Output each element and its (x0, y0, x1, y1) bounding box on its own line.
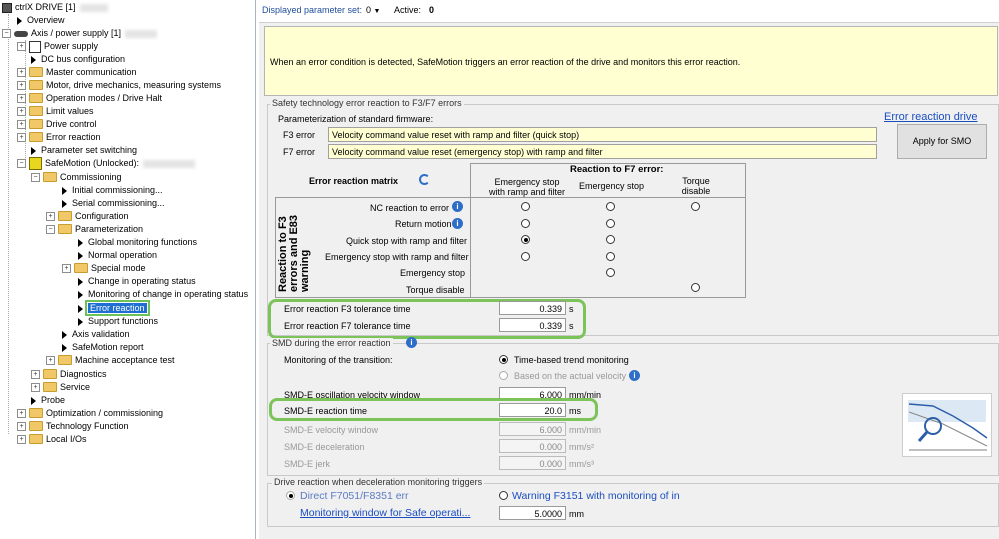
arrow-icon (62, 187, 67, 195)
tree-item-technology-function[interactable]: + Technology Function (17, 420, 129, 433)
info-icon[interactable]: i (452, 201, 463, 212)
tree-item-dc-bus[interactable]: DC bus configuration (31, 53, 125, 66)
col-emergency-stop: Emergency stop (579, 181, 645, 191)
reaction-time-field[interactable]: 20.0 (499, 403, 566, 417)
row-emergency-stop-ramp: Emergency stop with ramp and filter (325, 252, 469, 262)
arrow-icon (17, 17, 22, 25)
info-icon[interactable]: i (629, 370, 640, 381)
arrow-icon (31, 147, 36, 155)
tree-item-operation-modes[interactable]: + Operation modes / Drive Halt (17, 92, 162, 105)
side-label-box (276, 198, 316, 295)
folder-icon (58, 355, 72, 365)
collapse-icon[interactable]: − (31, 173, 40, 182)
tree-item-power-supply[interactable]: + Power supply (17, 40, 98, 53)
osc-window-unit: mm/min (569, 390, 601, 400)
main-panel (259, 0, 999, 539)
reaction-f7-header: Reaction to F7 error: (570, 164, 664, 175)
monitoring-window-unit: mm (569, 509, 584, 519)
arrow-icon (31, 56, 36, 64)
arrow-icon (62, 200, 67, 208)
tree-item-support-functions[interactable]: Support functions (78, 315, 158, 328)
arrow-icon (78, 305, 83, 313)
redacted-text (143, 160, 195, 168)
info-banner (264, 26, 998, 96)
param-standard-firmware-label: Parameterization of standard firmware: (278, 114, 434, 124)
active-label: Active: (394, 5, 422, 15)
group-drive-reaction-title: Drive reaction when deceleration monitoring triggers (274, 477, 483, 487)
arrow-icon (78, 291, 83, 299)
matrix-radio[interactable] (521, 219, 530, 228)
folder-icon (29, 67, 43, 77)
drive-icon (2, 3, 12, 13)
folder-icon (58, 224, 72, 234)
jerk-field: 0.000 (499, 456, 566, 470)
reaction-time-label: SMD-E reaction time (284, 406, 368, 416)
matrix-title: Error reaction matrix (309, 176, 399, 186)
expand-icon[interactable]: + (17, 409, 26, 418)
folder-icon (29, 132, 43, 142)
jerk-label: SMD-E jerk (284, 459, 331, 469)
warning-radio[interactable] (499, 491, 508, 500)
tree-item-axis-validation[interactable]: Axis validation (62, 328, 130, 341)
tree-item-diagnostics[interactable]: + Diagnostics (31, 368, 107, 381)
expand-icon[interactable]: + (31, 370, 40, 379)
expand-icon[interactable]: + (46, 356, 55, 365)
power-supply-icon (29, 41, 41, 53)
monitoring-window-field[interactable]: 5.0000 (499, 506, 566, 520)
parameter-set-select[interactable]: 0 ▼ (366, 5, 381, 15)
direct-error-radio[interactable] (286, 491, 295, 500)
f3-error-field: Velocity command value reset with ramp and filter (quick stop) (328, 127, 877, 142)
matrix-radio-selected[interactable] (521, 235, 530, 244)
dropdown-arrow-icon: ▼ (373, 8, 381, 15)
velocity-window-label: SMD-E velocity window (284, 425, 379, 435)
velocity-based-radio[interactable] (499, 371, 508, 380)
f3-tolerance-field[interactable]: 0.339 (499, 301, 566, 315)
tree-item-safemotion-report[interactable]: SafeMotion report (62, 341, 144, 354)
tree-item-parameter-set-switching[interactable]: Parameter set switching (31, 144, 137, 157)
tree-item-machine-acceptance[interactable]: + Machine acceptance test (46, 354, 175, 367)
arrow-icon (31, 397, 36, 405)
expand-icon[interactable]: + (17, 435, 26, 444)
side-label: Reaction to F3 errors and E83 warning (277, 214, 311, 292)
expand-icon[interactable]: + (46, 212, 55, 221)
row-torque-disable: Torque disable (406, 285, 465, 295)
monitoring-window-link[interactable]: Monitoring window for Safe operati... (300, 507, 471, 519)
tree-item-limit-values[interactable]: + Limit values (17, 105, 94, 118)
velocity-window-field: 6.000 (499, 422, 566, 436)
f7-tolerance-unit: s (569, 321, 574, 331)
tree-item-ctrlx-drive[interactable]: ctrlX DRIVE [1] (2, 1, 108, 14)
folder-icon (29, 93, 43, 103)
row-emergency-stop: Emergency stop (400, 268, 466, 278)
tree-item-overview[interactable]: Overview (17, 14, 65, 27)
tree-guide-line (8, 14, 9, 434)
group-f3f7-title: Safety technology error reaction to F3/F7 errors (272, 98, 462, 108)
tree-item-initial-commissioning[interactable]: Initial commissioning... (62, 184, 163, 197)
tree-item-special-mode[interactable]: + Special mode (62, 262, 146, 275)
group-smd-title: SMD during the error reaction (272, 338, 391, 348)
deceleration-label: SMD-E deceleration (284, 442, 365, 452)
matrix-radio[interactable] (606, 268, 615, 277)
tree-item-serial-commissioning[interactable]: Serial commissioning... (62, 197, 165, 210)
expand-icon[interactable]: + (17, 94, 26, 103)
tree-item-monitoring-change[interactable]: Monitoring of change in operating status (78, 288, 248, 301)
refresh-icon[interactable] (419, 174, 430, 185)
displayed-parameter-set-label: Displayed parameter set: (262, 5, 363, 15)
safety-icon (29, 157, 42, 170)
info-icon[interactable]: i (406, 337, 417, 348)
matrix-radio[interactable] (606, 202, 615, 211)
expand-icon[interactable]: + (17, 81, 26, 90)
info-icon[interactable]: i (452, 218, 463, 229)
tree-item-error-reaction-selected[interactable]: Error reaction (78, 302, 147, 315)
row-nc-reaction: NC reaction to error (370, 203, 450, 213)
arrow-icon (78, 278, 83, 286)
folder-icon (29, 408, 43, 418)
monitoring-diagram-thumbnail[interactable] (902, 393, 992, 457)
active-value: 0 (429, 5, 435, 15)
redacted-text (80, 4, 108, 12)
matrix-radio[interactable] (521, 252, 530, 261)
f3-error-label: F3 error (283, 130, 316, 140)
collapse-icon[interactable]: − (46, 225, 55, 234)
tree-item-normal-operation[interactable]: Normal operation (78, 249, 157, 262)
collapse-icon[interactable]: − (17, 159, 26, 168)
arrow-icon (78, 239, 83, 247)
tree-item-motor[interactable]: + Motor, drive mechanics, measuring systems (17, 79, 221, 92)
expand-icon[interactable]: + (31, 383, 40, 392)
monitoring-transition-label: Monitoring of the transition: (284, 355, 393, 365)
tree-item-configuration[interactable]: + Configuration (46, 210, 129, 223)
deceleration-field: 0.000 (499, 439, 566, 453)
tree-item-error-reaction[interactable]: + Error reaction (17, 131, 101, 144)
redacted-text (125, 30, 157, 38)
arrow-icon (62, 344, 67, 352)
jerk-unit: mm/s³ (569, 459, 594, 469)
expand-icon[interactable]: + (17, 42, 26, 51)
expand-icon[interactable]: + (17, 422, 26, 431)
folder-icon (43, 382, 57, 392)
expand-icon[interactable]: + (17, 133, 26, 142)
tree-item-change-operating-status[interactable]: Change in operating status (78, 275, 196, 288)
expand-icon[interactable]: + (62, 264, 71, 273)
col-emergency-stop-ramp: Emergency stop with ramp and filter (488, 177, 566, 197)
folder-icon (29, 119, 43, 129)
folder-icon (29, 106, 43, 116)
f7-error-label: F7 error (283, 147, 316, 157)
folder-icon (58, 211, 72, 221)
tree-item-commissioning[interactable]: − Commissioning (31, 171, 122, 184)
parameter-set-bar (259, 0, 999, 23)
folder-icon (43, 369, 57, 379)
tree-item-global-monitoring[interactable]: Global monitoring functions (78, 236, 197, 249)
matrix-radio[interactable] (606, 219, 615, 228)
f3-tolerance-unit: s (569, 304, 574, 314)
warning-label: Warning F3151 with monitoring of in (512, 490, 680, 502)
navigation-tree (0, 0, 256, 539)
osc-window-label: SMD-E oscillation velocity window (284, 390, 421, 400)
direct-error-label: Direct F7051/F8351 err (300, 490, 409, 502)
expand-icon[interactable]: + (17, 120, 26, 129)
tree-item-axis[interactable]: − Axis / power supply [1] (2, 27, 157, 40)
osc-window-field[interactable]: 6.000 (499, 387, 566, 401)
f7-tolerance-field[interactable]: 0.339 (499, 318, 566, 332)
time-based-radio[interactable] (499, 355, 508, 364)
tree-item-parameterization[interactable]: − Parameterization (46, 223, 143, 236)
folder-icon (29, 80, 43, 90)
apply-for-smo-button[interactable]: Apply for SMO (897, 124, 987, 159)
reaction-time-unit: ms (569, 406, 581, 416)
folder-icon (29, 434, 43, 444)
tree-item-probe[interactable]: Probe (31, 394, 65, 407)
matrix-radio[interactable] (691, 283, 700, 292)
arrow-icon (78, 318, 83, 326)
tree-item-drive-control[interactable]: + Drive control (17, 118, 97, 131)
tree-item-safemotion[interactable]: − SafeMotion (Unlocked): (17, 157, 195, 170)
matrix-radio[interactable] (606, 235, 615, 244)
deceleration-unit: mm/s² (569, 442, 594, 452)
tree-item-master-communication[interactable]: + Master communication (17, 66, 137, 79)
row-quick-stop: Quick stop with ramp and filter (346, 236, 468, 246)
collapse-icon[interactable]: − (2, 29, 11, 38)
expand-icon[interactable]: + (17, 68, 26, 77)
row-return-motion: Return motion (395, 219, 452, 229)
tree-item-optimization[interactable]: + Optimization / commissioning (17, 407, 163, 420)
f7-tolerance-label: Error reaction F7 tolerance time (284, 321, 411, 331)
time-based-label: Time-based trend monitoring (514, 355, 629, 365)
error-reaction-drive-link[interactable]: Error reaction drive (884, 111, 978, 123)
folder-icon (43, 172, 57, 182)
tree-item-local-ios[interactable]: + Local I/Os (17, 433, 87, 446)
matrix-radio[interactable] (606, 252, 615, 261)
f7-error-field: Velocity command value reset (emergency stop) with ramp and filter (328, 144, 877, 159)
info-text: When an error condition is detected, SafeMotion triggers an error reaction of the drive and monitors this error reaction. (270, 57, 741, 67)
axis-icon (14, 31, 28, 37)
matrix-radio[interactable] (691, 202, 700, 211)
matrix-radio[interactable] (521, 202, 530, 211)
folder-icon (29, 421, 43, 431)
folder-icon (74, 263, 88, 273)
col-torque-disable: Torque disable (681, 176, 711, 196)
arrow-icon (62, 331, 67, 339)
matrix-rows-box (275, 197, 746, 298)
tree-item-service[interactable]: + Service (31, 381, 90, 394)
velocity-based-label: Based on the actual velocity (514, 371, 627, 381)
expand-icon[interactable]: + (17, 107, 26, 116)
f3-tolerance-label: Error reaction F3 tolerance time (284, 304, 411, 314)
velocity-window-unit: mm/min (569, 425, 601, 435)
arrow-icon (78, 252, 83, 260)
diagram-graphic (903, 394, 991, 456)
